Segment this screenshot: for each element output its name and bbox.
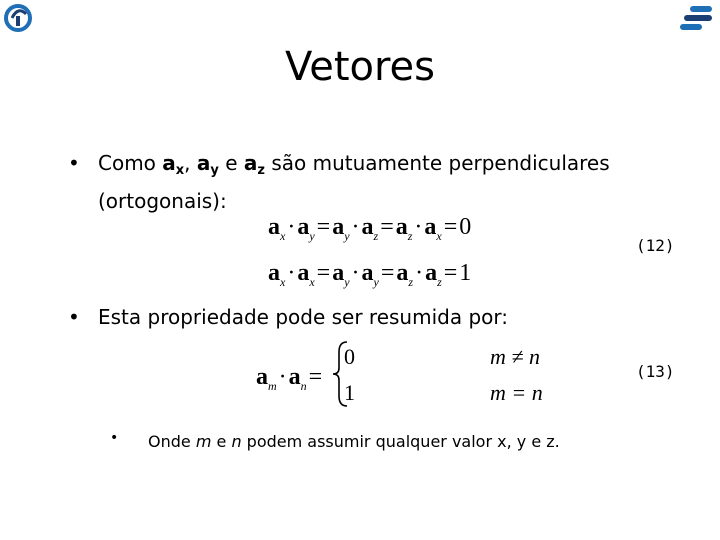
equation-13-lhs: $a_m\cdot a_n=$	[256, 364, 323, 393]
bullet-orthogonal	[68, 148, 668, 216]
bullet-dot: •	[68, 305, 80, 329]
slide-title: Vetores	[284, 44, 436, 90]
bullet-dot: •	[68, 151, 80, 175]
equation-12-line2: $a_x\cdot a_x=a_y\cdot a_y=a_z\cdot a_z=1$	[268, 260, 472, 289]
sub-bullet-text: Onde m e n podem assumir qualquer valor x, y e z.	[148, 432, 560, 451]
bullet-dot: •	[110, 430, 119, 446]
sub-bullet	[110, 432, 560, 451]
brand-logo-icon	[680, 4, 714, 34]
case2-condition: m = n	[490, 380, 543, 405]
bullet-text: Como $a_x$, $a_y$ e $a_z$ são mutuamente perpendiculares (ortogonais):	[98, 151, 610, 213]
equation-number-13: (13)	[636, 362, 675, 381]
case1-condition: m ≠ n	[490, 344, 540, 369]
equation-number-12: (12)	[636, 236, 675, 255]
case1-value: 0	[344, 344, 355, 369]
circular-logo-icon	[2, 2, 34, 34]
bullet-text: Esta propriedade pode ser resumida por:	[98, 305, 508, 329]
bullet-summary	[68, 302, 668, 332]
case2-value: 1	[344, 380, 355, 405]
equation-12-line1: $a_x\cdot a_y=a_y\cdot a_z=a_z\cdot a_x=0$	[268, 214, 472, 243]
